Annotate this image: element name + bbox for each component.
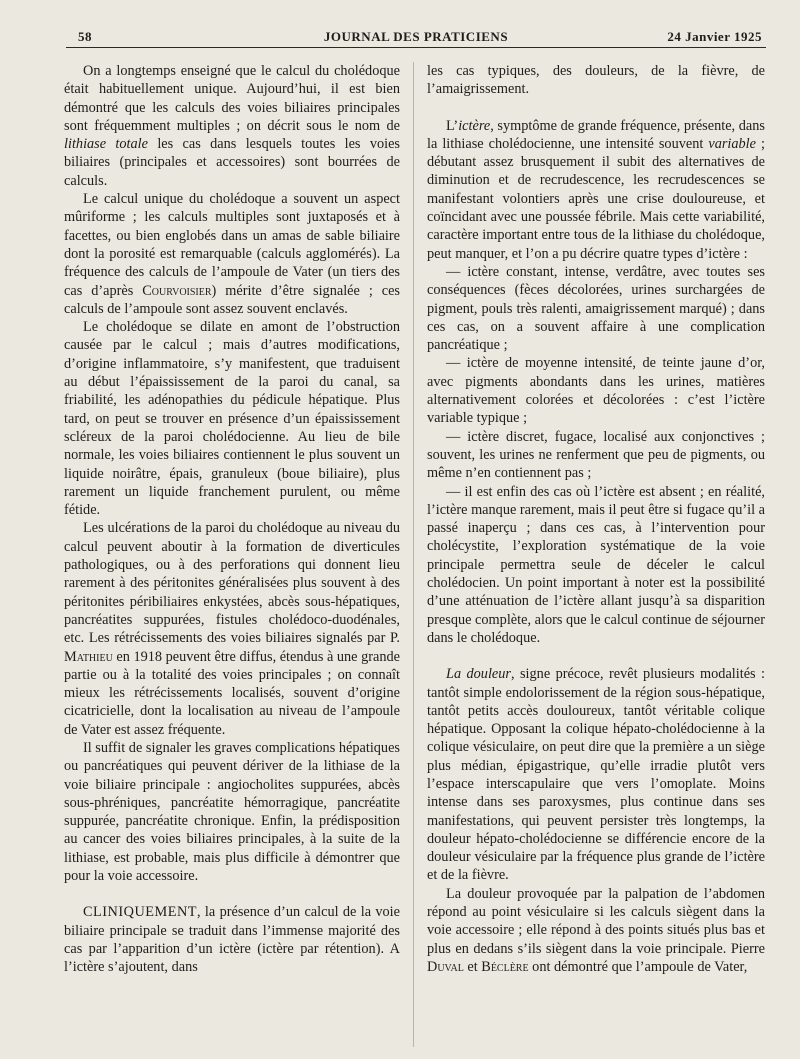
emphasis: variable [708, 135, 757, 152]
paragraph: — ictère discret, fugace, localisé aux conjonctives ; souvent, les urines ne renferment que peu de pigments, ou même n’en contiennent pas ; [427, 428, 765, 482]
paragraph: Il suffit de signaler les graves complications hépatiques ou pancréatiques qui peuvent dériver de la lithiase de la voie biliaire principale : angiocholites suppurées, abcès sous-phréniques, pancréatite hémorragique, pancréatite suppurée, pancréatite chronique. Enfin, la prédisposition au cancer des voies biliaires principales, à la suite de la lithiase, est probable, mais plus difficile à démontrer que pour la voie accessoire. [64, 739, 400, 885]
emphasis: ictère [458, 117, 491, 134]
author-name: Duval [427, 958, 464, 975]
author-name: Courvoisier [142, 282, 212, 299]
author-name: Mathieu [64, 648, 113, 665]
paragraph: La douleur provoquée par la palpation de l’abdomen répond au point vésiculaire si les calculs siègent dans la voie accessoire ; elle répond à des points situés plus bas et plus en dedans s’ils siègent dans la voie principale. Pierre Duval et Béclère ont démontré que l’ampoule de Vater, [427, 885, 765, 975]
author-name: Béclère [481, 958, 529, 975]
paragraph: — il est enfin des cas où l’ictère est absent ; en réalité, l’ictère manque rarement, mais il peut être si fugace qu’il a passé inaperçu ; dans ces cas, à l’intervention pour cholécystite, l’exploration systématique de la voie principale permettra seule de déceler le calcul cholédocien. Un point important à noter est la possibilité d’une atténuation de l’ictère allant jusqu’à sa disparition presque complète, alors que le calcul continue de séjourner dans le cholédoque. [427, 483, 765, 646]
section-lead: CLINIQUEMENT [83, 904, 198, 921]
left-column [64, 62, 400, 977]
paragraph: — ictère constant, intense, verdâtre, avec toutes ses conséquences (fèces décolorées, urines surchargées de pigment, pouls très ralenti, amaigrissement marqué) ; dans ces cas, on a souvent affaire à une complication pancréatique ; [427, 263, 765, 354]
emphasis: lithiase totale [64, 136, 148, 153]
right-column [427, 62, 765, 976]
paragraph: La douleur, signe précoce, revêt plusieurs modalités : tantôt simple endolorissement de la région sous-hépatique, tantôt petits accès douloureux, tantôt véritable colique hépatique. Opposant la colique hépato-cholédocienne à la colique vésiculaire, on peut dire que la première a un siège plus médian, épigastrique, qu’elle irradie plutôt vers l’espace interscapulaire que vers l’omoplate. Moins intense dans ses paroxysmes, plus continue dans ses manifestations, qui peuvent persister très longtemps, la douleur hépato-cholédocienne se différencie encore de la douleur vésiculaire par la fréquence plus grande de l’ictère et de la fièvre. [427, 666, 765, 884]
paragraph: Les ulcérations de la paroi du cholédoque au niveau du calcul peuvent aboutir à la formation de diverticules pathologiques, ou à des perforations qui donnent lieu rarement à des péritonites généralisées plus souvent à des péritonites péribiliaires enkystées, abcès sous-hépatiques, pancréatites suppurées, fistules cholédoco-duodénales, etc. Les rétrécissements des voies biliaires signalés par P. Mathieu en 1918 peuvent être diffus, étendus à une grande partie ou à la totalité des voies principales ; on connaît mieux les rétrécissements localisés, souvent d’origine cicatricielle, dont la localisation au niveau de l’ampoule de Vater est assez fréquente. [64, 520, 400, 738]
paragraph: les cas typiques, des douleurs, de la fièvre, de l’amaigrissement. [427, 63, 765, 98]
issue-date: 24 Janvier 1925 [667, 29, 762, 44]
paragraph: CLINIQUEMENT, la présence d’un calcul de la voie biliaire principale se traduit dans l’immense majorité des cas par l’apparition d’un ictère (ictère par rétention). A l’ictère s’ajoutent, dans [64, 904, 400, 976]
column-divider [413, 62, 414, 1047]
paragraph: L’ictère, symptôme de grande fréquence, présente, dans la lithiase cholédocienne, une intensité souvent variable ; débutant assez brusquement il subit des alternatives de diminution et de recrudescence, les recrudescences se manifestant volontiers après une crise douloureuse, et coïncidant avec une poussée fébrile. Mais cette variabilité, caractère important entre tous de la lithiase du cholédoque, peut manquer, et l’on a pu décrire quatre types d’ictère : [427, 117, 765, 262]
paragraph: On a longtemps enseigné que le calcul du cholédoque était habituellement unique. Aujourd’hui, il est bien démontré que les calculs des voies biliaires principales sont fréquemment multiples ; on décrit sous le nom de lithiase totale les cas dans lesquels toutes les voies biliaires (principales et accessoires) sont bourrées de calculs. [64, 63, 400, 189]
emphasis: La douleur [446, 666, 511, 683]
running-header [66, 25, 766, 48]
paragraph: — ictère de moyenne intensité, de teinte jaune d’or, avec pigments abondants dans les urines, matières alternativement colorées et décolorées : c’est l’ictère variable typique ; [427, 355, 765, 427]
paragraph: Le cholédoque se dilate en amont de l’obstruction causée par le calcul ; mais d’autres modifications, d’origine inflammatoire, s’y manifestent, que traduisent au début l’épaississement de la paroi du canal, sa friabilité, les adénopathies du pédicule hépatique. Plus tard, on peut se trouver en présence d’un épaississement scléreux de la paroi cholédocienne. Au lieu de bile normale, les voies biliaires contiennent le plus souvent un liquide noirâtre, épais, granuleux (boue biliaire), plus rarement un liquide franchement purulent, ou même fétide. [64, 319, 400, 519]
journal-title: JOURNAL DES PRATICIENS [323, 29, 509, 44]
paragraph: Le calcul unique du cholédoque a souvent un aspect mûriforme ; les calculs multiples sont juxtaposés et à facettes, ou bien englobés dans un amas de sable biliaire dont la porosité est remarquable (calculs agglomérés). La fréquence des calculs de l’ampoule de Vater (un tiers des cas d’après Courvoisier) mérite d’être signalée ; ces calculs de l’ampoule sont assez souvent enclavés. [64, 191, 400, 317]
page-number: 58 [78, 29, 92, 44]
